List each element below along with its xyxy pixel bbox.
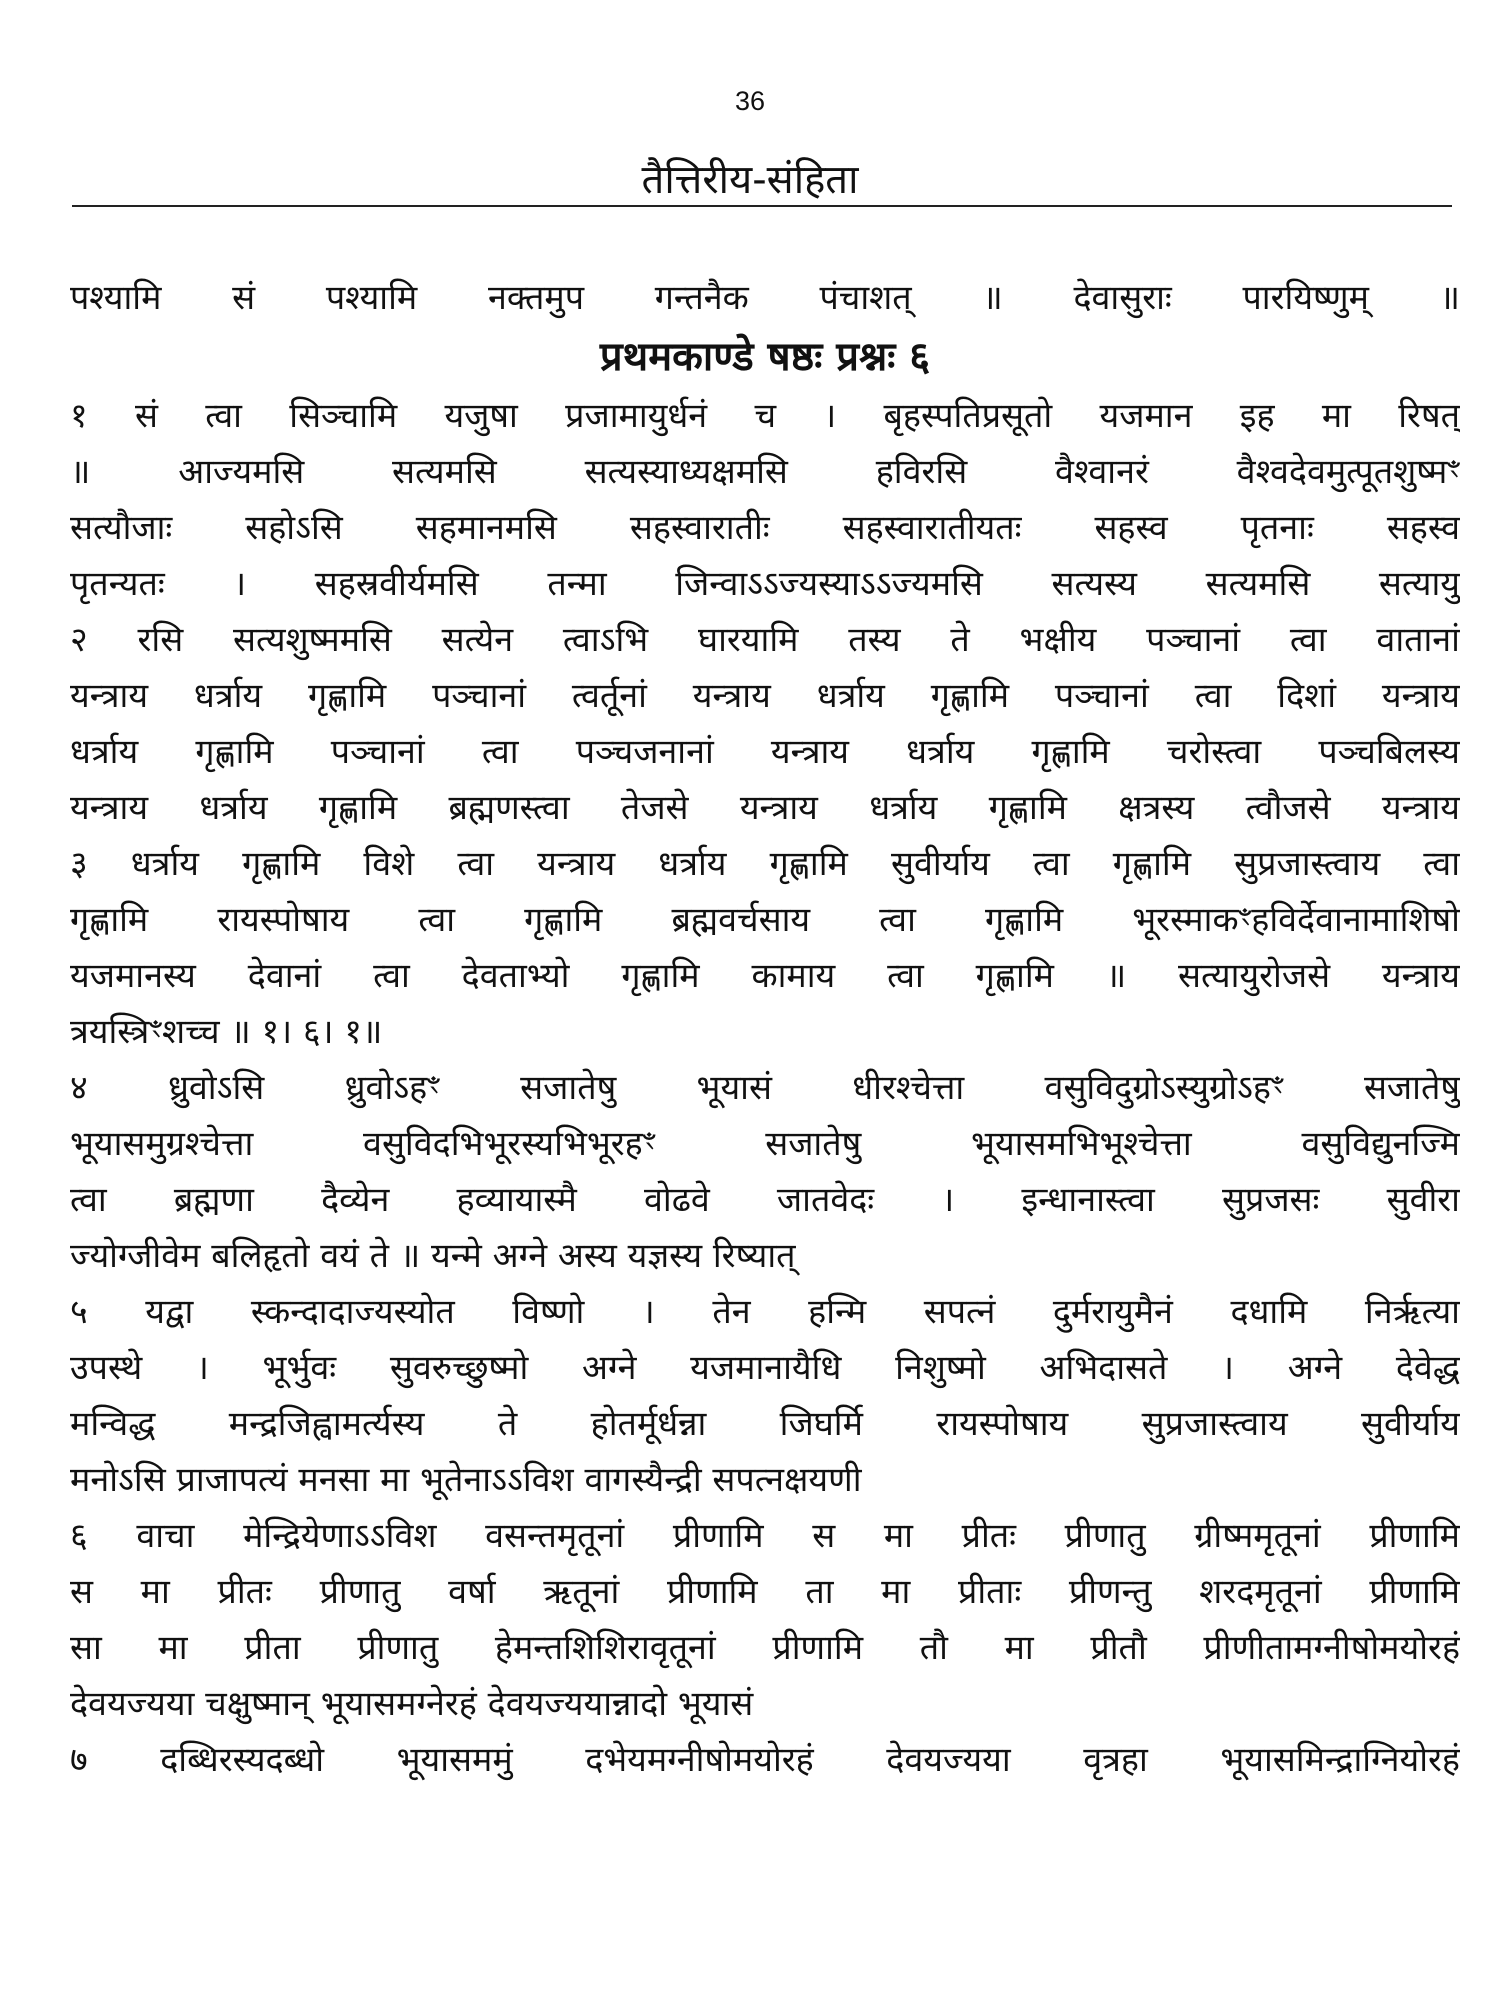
section-heading: प्रथमकाण्डे षष्ठः प्रश्नः ६ bbox=[599, 334, 931, 380]
text-line: यन्त्राय धर्त्राय गृह्णामि ब्रह्मणस्त्वा तेजसे यन्त्राय धर्त्राय गृह्णामि क्षत्रस्य त्वौजसे यन्त्राय bbox=[70, 788, 1460, 828]
text-line: यन्त्राय धर्त्राय गृह्णामि पञ्चानां त्वर्तूनां यन्त्राय धर्त्राय गृह्णामि पञ्चानां त्वा दिशां यन्त्राय bbox=[70, 676, 1460, 716]
text-line: पश्यामि सं पश्यामि नक्तमुप गन्तनैक पंचाशत् ॥ देवासुराः पारयिष्णुम् ॥ bbox=[70, 278, 1460, 318]
text-line: उपस्थे । भूर्भुवः सुवरुच्छुष्मो अग्ने यजमानायैधि निशुष्मो अभिदासते । अग्ने देवेद्ध bbox=[70, 1348, 1460, 1388]
header-rule bbox=[72, 205, 1452, 207]
text-line: ४ ध्रुवोऽसि ध्रुवोऽहꣳ सजातेषु भूयासं धीरश्चेत्ता वसुविदुग्रोऽस्युग्रोऽहꣳ सजातेषु bbox=[70, 1068, 1460, 1108]
text-line: ३ धर्त्राय गृह्णामि विशे त्वा यन्त्राय धर्त्राय गृह्णामि सुवीर्याय त्वा गृह्णामि सुप्रजास्त्वाय त्वा bbox=[70, 844, 1460, 884]
text-line: ७ दब्धिरस्यदब्धो भूयासममुं दभेयमग्नीषोमयोरहं देवयज्यया वृत्रहा भूयासमिन्द्राग्नियोरहं bbox=[70, 1740, 1460, 1780]
page-number: 36 bbox=[734, 86, 766, 116]
text-line: ज्योग्जीवेम बलिहृतो वयं ते ॥ यन्मे अग्ने अस्य यज्ञस्य रिष्यात् bbox=[70, 1236, 796, 1276]
body-text bbox=[70, 270, 1460, 1788]
text-line: ॥ आज्यमसि सत्यमसि सत्यस्याध्यक्षमसि हविरसि वैश्वानरं वैश्वदेवमुत्पूतशुष्मꣳ bbox=[70, 452, 1460, 492]
text-line: त्वा ब्रह्मणा दैव्येन हव्यायास्मै वोढवे जातवेदः । इन्धानास्त्वा सुप्रजसः सुवीरा bbox=[70, 1180, 1460, 1220]
text-line: भूयासमुग्रश्चेत्ता वसुविदभिभूरस्यभिभूरहꣳ सजातेषु भूयासमभिभूश्चेत्ता वसुविद्युनज्मि bbox=[70, 1124, 1460, 1164]
text-line: स मा प्रीतः प्रीणातु वर्षा ऋतूनां प्रीणामि ता मा प्रीताः प्रीणन्तु शरदमृतूनां प्रीणामि bbox=[70, 1572, 1460, 1612]
text-line: सा मा प्रीता प्रीणातु हेमन्तशिशिरावृतूनां प्रीणामि तौ मा प्रीतौ प्रीणीतामग्नीषोमयोरहं bbox=[70, 1628, 1460, 1668]
text-line: यजमानस्य देवानां त्वा देवताभ्यो गृह्णामि कामाय त्वा गृह्णामि ॥ सत्यायुरोजसे यन्त्राय bbox=[70, 956, 1460, 996]
text-line: धर्त्राय गृह्णामि पञ्चानां त्वा पञ्चजनानां यन्त्राय धर्त्राय गृह्णामि चरोस्त्वा पञ्चबिलस्य bbox=[70, 732, 1460, 772]
text-line: ५ यद्वा स्कन्दादाज्यस्योत विष्णो । तेन हन्मि सपत्नं दुर्मरायुमैनं दधामि निर्ऋत्या bbox=[70, 1292, 1460, 1332]
text-line: २ रसि सत्यशुष्ममसि सत्येन त्वाऽभि घारयामि तस्य ते भक्षीय पञ्चानां त्वा वातानां bbox=[70, 620, 1460, 660]
text-line: मनोऽसि प्राजापत्यं मनसा मा भूतेनाऽऽविश वागस्यैन्द्री सपत्नक्षयणी bbox=[70, 1460, 862, 1500]
text-line: त्रयस्त्रिꣳशच्च ॥ १। ६। १॥ bbox=[70, 1012, 383, 1052]
text-line: देवयज्यया चक्षुष्मान् भूयासमग्नेरहं देवयज्ययान्नादो भूयासं bbox=[70, 1684, 754, 1724]
text-line: गृह्णामि रायस्पोषाय त्वा गृह्णामि ब्रह्मवर्चसाय त्वा गृह्णामि भूरस्माकꣳहविर्देवानामाशिषो bbox=[70, 900, 1460, 940]
text-line: ६ वाचा मेन्द्रियेणाऽऽविश वसन्तमृतूनां प्रीणामि स मा प्रीतः प्रीणातु ग्रीष्ममृतूनां प्रीणामि bbox=[70, 1516, 1460, 1556]
text-line: पृतन्यतः । सहस्रवीर्यमसि तन्मा जिन्वाऽऽज्यस्याऽऽज्यमसि सत्यस्य सत्यमसि सत्यायु bbox=[70, 564, 1460, 604]
text-line: मन्विद्ध मन्द्रजिह्वामर्त्यस्य ते होतर्मूर्धन्ना जिघर्मि रायस्पोषाय सुप्रजास्त्वाय सुवीर्याय bbox=[70, 1404, 1460, 1444]
text-line: सत्यौजाः सहोऽसि सहमानमसि सहस्वारातीः सहस्वारातीयतः सहस्व पृतनाः सहस्व bbox=[70, 508, 1460, 548]
running-header: तैत्तिरीय-संहिता bbox=[641, 157, 859, 203]
text-line: १ सं त्वा सिञ्चामि यजुषा प्रजामायुर्धनं च । बृहस्पतिप्रसूतो यजमान इह मा रिषत् bbox=[70, 396, 1460, 436]
